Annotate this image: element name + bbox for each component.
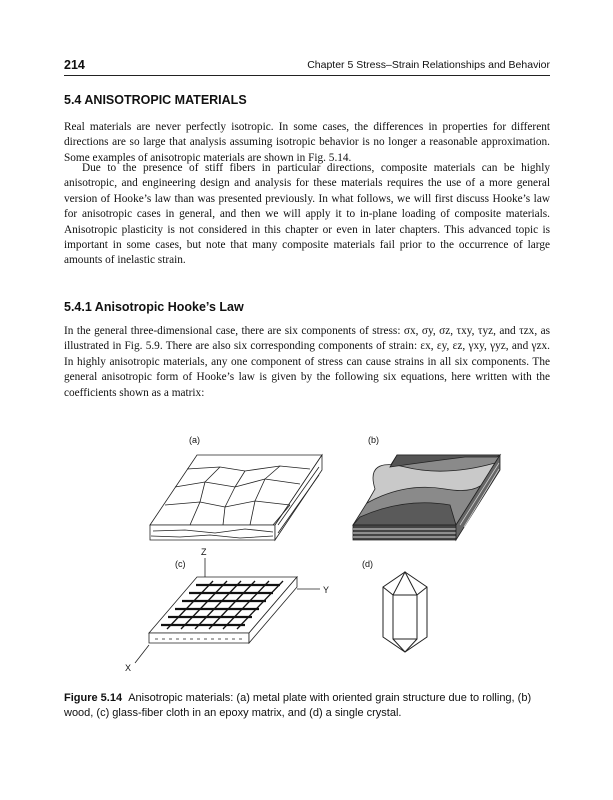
axis-label-x: X [125,663,132,673]
figure-caption [64,691,550,720]
crystal-illustration [383,572,427,652]
running-head: Chapter 5 Stress–Strain Relationships and Behavior [307,59,550,71]
axis-label-y: Y [323,585,330,595]
header-rule [64,75,550,76]
page-number: 214 [64,58,85,72]
panel-label-c: (c) [175,559,186,569]
page-header [64,58,550,74]
paragraph-composites: Due to the presence of stiff fibers in particular directions, composite materials can be highly anisotropic, and engineering design and analysis for these materials requires the use of a more general version of Hooke’s law than was presented previously. In what follows, we will first discuss Hooke’s law for anisotropic cases in general, and then we will apply it to in-plane loading of composite materials. Anisotropic plasticity is not considered in this chapter or even in later chapters. This advanced topic is important in some cases, but note that many composite materials fail prior to the occurrence of large amounts of inelastic strain. [64,162,550,267]
panel-label-d: (d) [362,559,373,569]
wood-illustration [353,455,500,540]
metal-plate-illustration [150,455,322,540]
panel-label-b: (b) [368,435,379,445]
paragraph-hookes-law: In the general three-dimensional case, there are six components of stress: σx, σy, σz, τxy, τyz, and τzx, as illustrated in Fig. 5.9. There are also six corresponding components of strain: εx, εy, εz, γxy, γyz, and γzx. In highly anisotropic materials, any one component of stress can cause strains in all six components. The general anisotropic form of Hooke’s law is given by the following six equations, here written with the coefficients shown as a matrix: [64,325,550,399]
panel-label-a: (a) [189,435,200,445]
subsection-heading: 5.4.1 Anisotropic Hooke’s Law [64,300,244,314]
caption-label: Figure 5.14 [64,692,123,704]
figure-5-14 [105,427,525,677]
fiber-cloth-illustration [135,558,320,663]
paragraph-intro: Real materials are never perfectly isotropic. In some cases, the differences in properties for different directions are so large that analysis assuming isotropic behavior is no longer a reasonable approximation. Some examples of anisotropic materials are shown in Fig. 5.14. [64,121,550,164]
axis-label-z: Z [201,547,207,557]
caption-text: Anisotropic materials: (a) metal plate with oriented grain structure due to rolling, (b) wood, (c) glass-fiber cloth in an epoxy matrix, and (d) a single crystal. [64,692,532,719]
section-heading: 5.4 ANISOTROPIC MATERIALS [64,93,247,107]
